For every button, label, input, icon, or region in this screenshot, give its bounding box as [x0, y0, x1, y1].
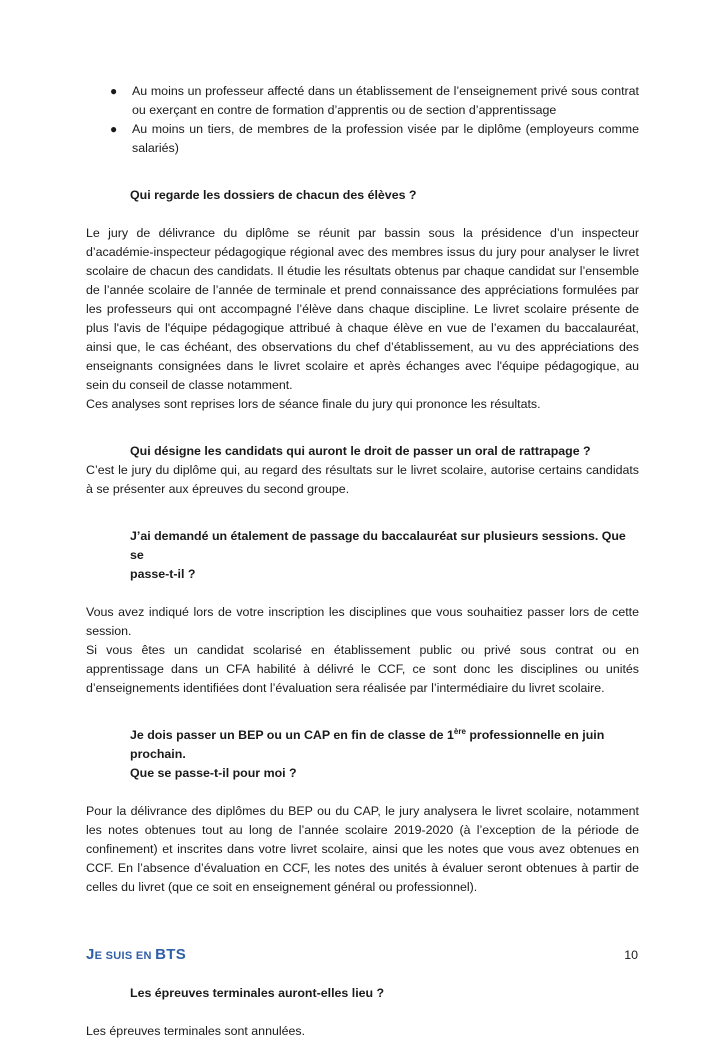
bullet-text: Au moins un tiers, de membres de la profession visée par le diplôme (employeurs comme salariés) — [132, 122, 639, 155]
section-heading — [86, 945, 639, 966]
question-heading: Qui désigne les candidats qui auront le droit de passer un oral de rattrapage ? — [130, 444, 591, 458]
question-heading: Les épreuves terminales auront-elles lieu ? — [130, 986, 385, 1000]
question-line: Que se passe-t-il pour moi ? — [130, 766, 297, 780]
heading-initial: J — [86, 946, 95, 963]
bullet-icon: ● — [110, 122, 118, 136]
list-item — [86, 120, 639, 158]
question-line: passe-t-il ? — [130, 567, 196, 581]
answer-paragraph: Vous avez indiqué lors de votre inscription les disciplines que vous souhaitiez passer lors de cette session. — [86, 605, 639, 638]
bullet-list — [86, 82, 639, 158]
question-heading — [86, 527, 639, 584]
heading-bts: BTS — [155, 946, 187, 963]
answer-paragraph: Si vous êtes un candidat scolarisé en établissement public ou privé sous contrat ou en apprentissage dans un CFA habilité à délivré le CCF, ce sont donc les disciplines ou unités d’enseignements identifiées dont l’évaluation sera réalisée par l’intermédiaire du livret scolaire. — [86, 643, 639, 695]
superscript: ère — [453, 726, 466, 736]
answer-paragraph: C’est le jury du diplôme qui, au regard des résultats sur le livret scolaire, autorise certains candidats à se présenter aux épreuves du second groupe. — [86, 463, 639, 496]
question-line: J’ai demandé un étalement de passage du baccalauréat sur plusieurs sessions. Que se — [130, 529, 626, 562]
heading-smallcaps: E SUIS EN — [94, 950, 156, 962]
answer-paragraph: Ces analyses sont reprises lors de séance finale du jury qui prononce les résultats. — [86, 397, 541, 411]
list-item — [86, 82, 639, 120]
answer-paragraph: Pour la délivrance des diplômes du BEP ou du CAP, le jury analysera le livret scolaire, notamment les notes obtenues tout au long de l’année scolaire 2019-2020 (à l’exception de la période de confinement) et inscrites dans votre livret scolaire, ainsi que les notes que vous avez obtenues en CCF. En l’absence d’évaluation en CCF, les notes des unités à évaluer seront obtenues à partir de celles du livret (que ce soit en enseignement général ou professionnel). — [86, 804, 639, 894]
question-text: professionnelle en juin prochain. — [130, 728, 605, 761]
question-heading: Qui regarde les dossiers de chacun des élèves ? — [130, 188, 417, 202]
answer-paragraph: Le jury de délivrance du diplôme se réunit par bassin sous la présidence d’un inspecteur d’académie-inspecteur pédagogique régional avec des membres issus du jury pour analyser le livret scolaire de chacun des candidats. Il étudie les résultats obtenus par chaque candidat sur l’ensemble de l’année scolaire de l’année de terminale et prend connaissance des appréciations formulées par les professeurs qui ont accompagné l’élève dans chaque discipline. Le livret scolaire présente de plus l'avis de l'équipe pédagogique attribué à chaque élève en vue de l’examen du baccalauréat, ainsi que, le cas échéant, des observations du chef d’établissement, au vu des appréciations des enseignants consignées dans le livret scolaire et après échanges avec l'équipe pédagogique, au sein du conseil de classe notamment. — [86, 226, 639, 392]
bullet-icon: ● — [110, 84, 118, 98]
page-content — [86, 82, 639, 1041]
question-heading — [86, 726, 639, 783]
page-number: 10 — [624, 948, 638, 962]
answer-paragraph: Les épreuves terminales sont annulées. — [86, 1024, 306, 1038]
bullet-text: Au moins un professeur affecté dans un établissement de l’enseignement privé sous contrat ou exerçant en contre de formation d’apprentis ou de section d’apprentissage — [132, 84, 639, 117]
question-text: Je dois passer un BEP ou un CAP en fin de classe de 1 — [130, 728, 454, 742]
